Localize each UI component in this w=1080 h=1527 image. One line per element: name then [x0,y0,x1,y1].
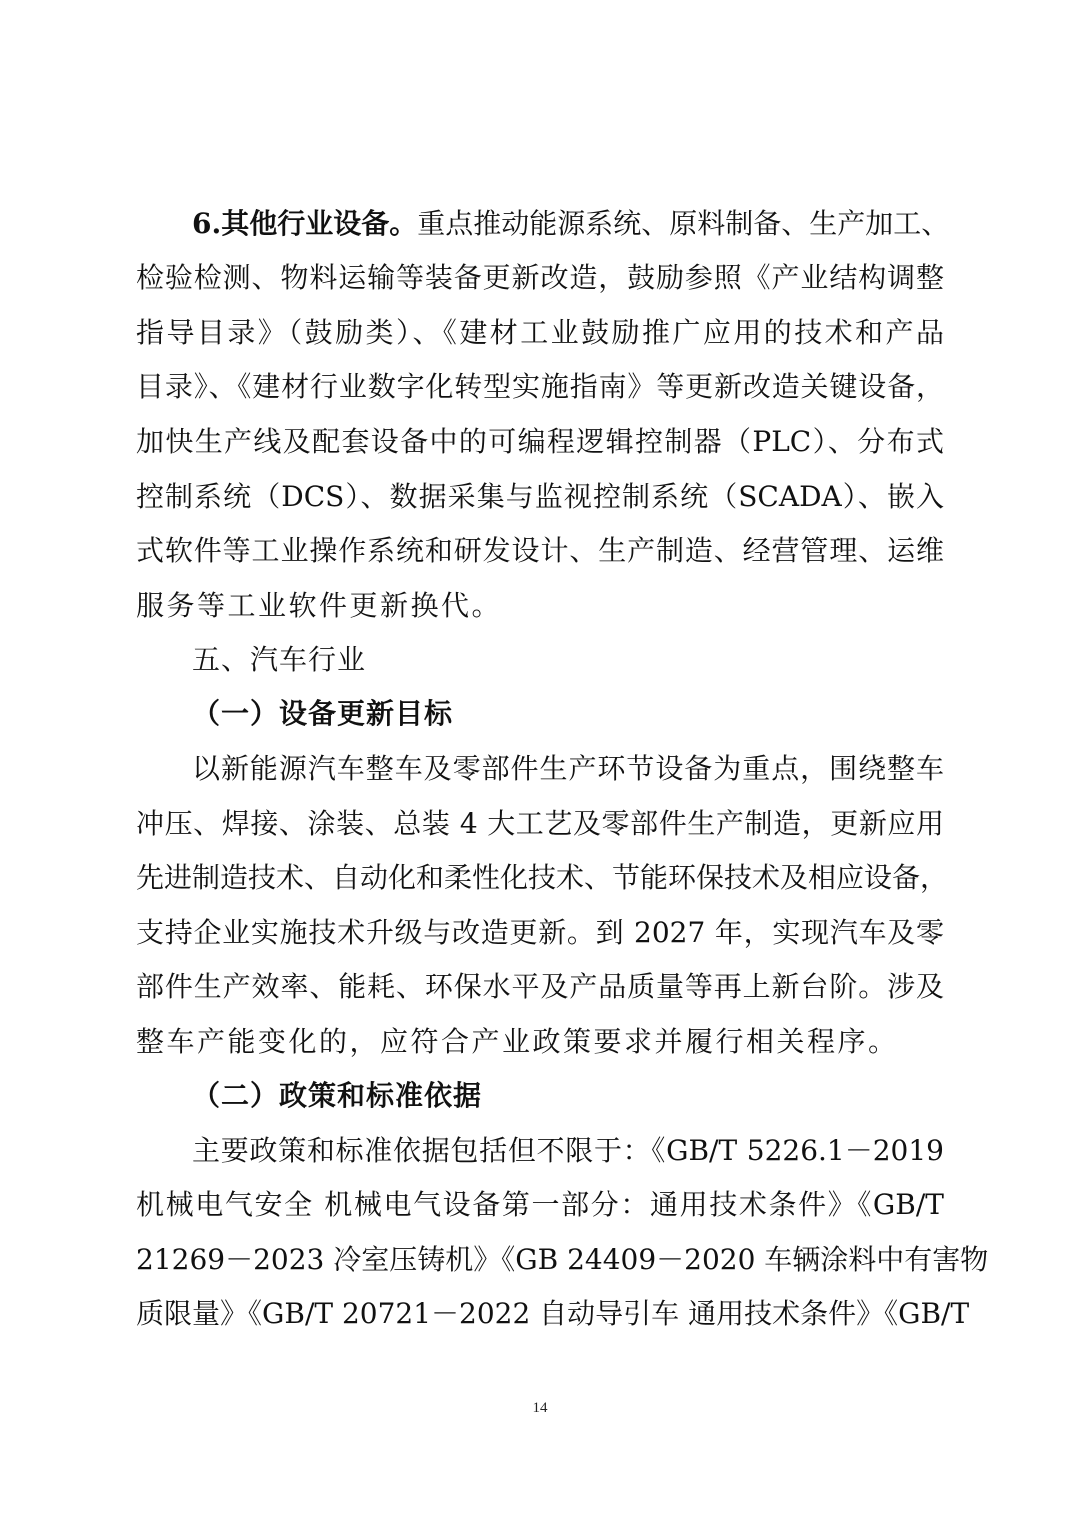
section6-line-3: 指导目录》（鼓励类）、《建材工业鼓励推广应用的技术和产品 [136,316,944,349]
policy-line-2: 机械电气安全 机械电气设备第一部分：通用技术条件》《GB/T [136,1188,944,1221]
section6-lead: 6.其他行业设备。 [192,207,418,240]
target-line-6: 整车产能变化的，应符合产业政策要求并履行相关程序。 [136,1025,899,1058]
target-line-1: 以新能源汽车整车及零部件生产环节设备为重点，围绕整车 [192,752,944,785]
section6-line-7: 式软件等工业操作系统和研发设计、生产制造、经营管理、运维 [136,534,944,567]
target-line-5: 部件生产效率、能耗、环保水平及产品质量等再上新台阶。涉及 [136,970,944,1003]
heading-automotive: 五、汽车行业 [192,643,367,676]
policy-line-1: 主要政策和标准依据包括但不限于：《GB/T 5226.1－2019 [192,1134,944,1167]
heading-policy-basis: （二）政策和标准依据 [192,1079,483,1112]
section6-line-1-text: 重点推动能源系统、原料制备、生产加工、 [417,207,950,240]
policy-line-3: 21269－2023 冷室压铸机》《GB 24409－2020 车辆涂料中有害物 [136,1243,989,1276]
heading-equipment-target: （一）设备更新目标 [192,697,454,730]
target-line-3: 先进制造技术、自动化和柔性化技术、节能环保技术及相应设备， [136,861,949,894]
section6-line-8: 服务等工业软件更新换代。 [136,589,503,622]
policy-line-4: 质限量》《GB/T 20721－2022 自动导引车 通用技术条件》《GB/T [136,1297,970,1330]
page-number: 14 [532,1400,548,1416]
section6-line-4: 目录》、《建材行业数字化转型实施指南》等更新改造关键设备， [136,370,944,403]
section6-line-2: 检验检测、物料运输等装备更新改造，鼓励参照《产业结构调整 [136,261,944,294]
target-line-2: 冲压、焊接、涂装、总装 4 大工艺及零部件生产制造，更新应用 [136,807,944,840]
target-line-4: 支持企业实施技术升级与改造更新。到 2027 年，实现汽车及零 [136,916,944,949]
section6-line-6: 控制系统（DCS）、数据采集与监视控制系统（SCADA）、嵌入 [136,480,944,513]
section6-line-1 [192,204,950,244]
section6-line-5: 加快生产线及配套设备中的可编程逻辑控制器（PLC）、分布式 [136,425,944,458]
